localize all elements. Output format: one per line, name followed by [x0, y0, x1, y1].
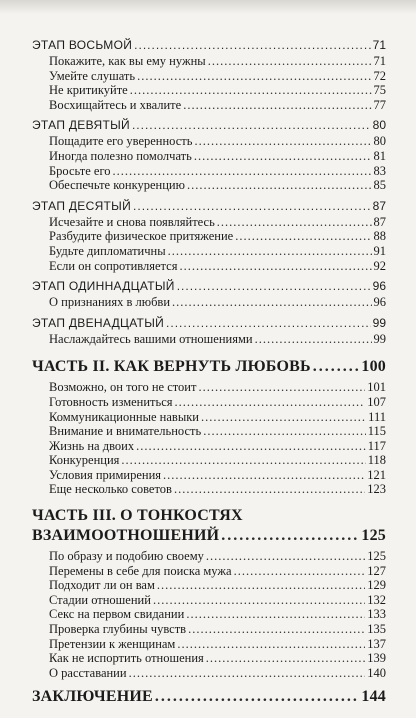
toc-item-title: Стадии отношений	[49, 592, 151, 607]
toc-page-number: 91	[373, 243, 386, 258]
toc-leader-dots	[183, 98, 371, 113]
toc-leader-dots	[194, 134, 371, 149]
toc-part-title: ВЗАИМООТНОШЕНИЙ	[32, 527, 220, 545]
toc-stage-title: ЭТАП ДЕСЯТЫЙ	[32, 198, 132, 213]
toc-item[interactable]	[49, 259, 386, 274]
toc-leader-dots	[217, 215, 372, 230]
toc-item-title: Восхищайтесь и хвалите	[49, 97, 182, 112]
toc-page-number: 107	[367, 394, 386, 409]
toc-item-title: Будьте дипломатичны	[49, 243, 166, 258]
toc-page-number: 117	[367, 438, 386, 453]
toc-item[interactable]	[49, 164, 386, 179]
toc-item[interactable]	[49, 295, 386, 310]
toc-item-title: Условия примирения	[49, 467, 162, 482]
toc-item-title: Еще несколько советов	[49, 482, 172, 497]
toc-item[interactable]	[49, 332, 386, 347]
toc-leader-dots	[155, 688, 359, 706]
toc-item-title: Претензии к женщинам	[49, 636, 176, 651]
toc-item[interactable]	[49, 578, 386, 593]
toc-leader-dots	[188, 622, 365, 637]
toc-item-title: Покажите, как вы ему нужны	[49, 54, 206, 68]
toc-item[interactable]	[49, 549, 386, 564]
toc-leader-dots	[177, 279, 371, 293]
toc-stage-title: ЭТАП ДЕВЯТЫЙ	[32, 118, 130, 133]
toc-leader-dots	[121, 453, 365, 468]
toc-page-number: 121	[367, 467, 386, 482]
toc-item-title: Жизнь на двоих	[49, 438, 135, 453]
toc-leader-dots	[172, 295, 371, 310]
toc-item-title: Не критикуйте	[49, 83, 128, 98]
toc-leader-dots	[206, 651, 365, 666]
toc-conclusion[interactable]	[32, 688, 386, 710]
toc-item[interactable]	[49, 439, 386, 454]
toc-item[interactable]	[49, 424, 386, 439]
toc-page-number: 127	[367, 563, 386, 578]
toc-item-title: Бросьте его	[49, 163, 111, 178]
toc-leader-dots	[113, 164, 372, 179]
toc-item[interactable]	[49, 666, 386, 681]
toc-page-number: 133	[367, 607, 386, 622]
page-top-shadow	[0, 0, 416, 14]
toc-page-number: 139	[367, 651, 386, 666]
toc-page-number: 96	[372, 279, 386, 294]
toc-leader-dots	[186, 607, 365, 622]
toc-item-title: Разбудите физическое притяжение	[49, 229, 234, 244]
toc-leader-dots	[206, 549, 365, 564]
toc-leader-dots	[132, 118, 371, 132]
toc-page-number: 101	[367, 380, 386, 395]
toc-item-title: Обеспечьте конкуренцию	[49, 178, 185, 193]
toc-leader-dots	[221, 527, 359, 545]
table-of-contents	[32, 38, 386, 710]
toc-item[interactable]	[49, 622, 386, 637]
toc-stage-title: ЭТАП ВОСЬМОЙ	[32, 38, 133, 52]
toc-item-title: Возможно, он того не стоит	[49, 380, 197, 395]
toc-item[interactable]	[49, 178, 386, 193]
toc-leader-dots	[130, 83, 372, 98]
toc-item[interactable]	[49, 149, 386, 164]
toc-part-title: ЧАСТЬ II. КАК ВЕРНУТЬ ЛЮБОВЬ	[32, 358, 311, 376]
toc-leader-dots	[134, 38, 370, 52]
toc-page-number: 132	[367, 592, 386, 607]
toc-page-number: 140	[367, 665, 386, 680]
toc-page-number: 137	[367, 636, 386, 651]
toc-item[interactable]	[49, 453, 386, 468]
toc-item[interactable]	[49, 468, 386, 483]
toc-leader-dots	[136, 439, 366, 454]
toc-page-number: 88	[373, 229, 386, 244]
toc-page-number: 80	[373, 134, 386, 149]
toc-item-title: О признаниях в любви	[49, 295, 171, 310]
toc-page-number: 87	[373, 214, 386, 229]
toc-page-number: 92	[373, 258, 386, 273]
toc-leader-dots	[313, 358, 360, 376]
toc-item-title: Перемены в себе для поиска мужа	[49, 563, 232, 578]
toc-leader-dots	[163, 468, 365, 483]
toc-leader-dots	[133, 199, 371, 213]
toc-item-title: О расставании	[49, 665, 127, 680]
toc-item[interactable]	[49, 215, 386, 230]
toc-page-number: 125	[361, 527, 386, 545]
toc-page-number: 81	[373, 148, 386, 163]
toc-page-number: 100	[361, 358, 386, 376]
toc-item[interactable]	[49, 482, 386, 497]
toc-page-number: 115	[367, 424, 386, 439]
toc-page-number: 96	[373, 295, 386, 310]
toc-item[interactable]	[49, 134, 386, 149]
toc-item[interactable]	[49, 98, 386, 113]
toc-leader-dots	[157, 578, 365, 593]
toc-item[interactable]	[49, 651, 386, 666]
toc-item-title: Исчезайте и снова появляйтесь	[49, 214, 215, 229]
toc-leader-dots	[187, 178, 372, 193]
toc-item-title: Коммуникационные навыки	[49, 409, 199, 424]
toc-page-number: 80	[372, 118, 386, 133]
toc-leader-dots	[198, 380, 365, 395]
toc-part-three-title-line1[interactable]: ЧАСТЬ III. О ТОНКОСТЯХ	[32, 507, 243, 525]
toc-leader-dots	[175, 395, 366, 410]
toc-part-title: ЗАКЛЮЧЕНИЕ	[32, 688, 153, 706]
toc-leader-dots	[153, 593, 365, 608]
toc-item-title: Готовность измениться	[49, 394, 173, 409]
toc-item-title: Проверка глубины чувств	[49, 622, 187, 637]
toc-page-number: 129	[367, 578, 386, 593]
toc-leader-dots	[174, 482, 365, 497]
toc-item[interactable]	[49, 564, 386, 579]
toc-page-number: 144	[361, 688, 386, 706]
toc-page-number: 83	[373, 163, 386, 178]
toc-stage-eight[interactable]	[32, 38, 386, 54]
toc-leader-dots	[168, 244, 372, 259]
toc-stage-ten[interactable]	[32, 199, 386, 215]
toc-item-title: Наслаждайтесь вашими отношениями	[49, 331, 253, 346]
toc-item[interactable]	[49, 593, 386, 608]
toc-item[interactable]	[49, 607, 386, 622]
toc-stage-title: ЭТАП ДВЕНАДЦАТЫЙ	[32, 315, 165, 330]
toc-item-title: Умейте слушать	[49, 68, 136, 83]
toc-item-title: Иногда полезно помолчать	[49, 148, 192, 163]
toc-item-title: Конкуренция	[49, 453, 120, 468]
toc-page-number: 99	[373, 331, 386, 346]
toc-item[interactable]	[49, 410, 386, 425]
toc-page-number: 71	[373, 54, 386, 68]
toc-item[interactable]	[49, 637, 386, 652]
toc-item[interactable]	[49, 83, 386, 98]
toc-item-title: Если он сопротивляется	[49, 258, 178, 273]
toc-page-number: 72	[373, 68, 386, 83]
toc-leader-dots	[203, 424, 366, 439]
toc-leader-dots	[235, 229, 371, 244]
toc-leader-dots	[166, 316, 371, 330]
toc-page-number: 111	[368, 409, 386, 424]
toc-stage-eleven[interactable]	[32, 279, 386, 295]
toc-stage-title: ЭТАП ОДИННАДЦАТЫЙ	[32, 279, 175, 294]
toc-item[interactable]	[49, 69, 386, 84]
toc-page-number: 123	[367, 482, 386, 497]
toc-stage-twelve[interactable]	[32, 316, 386, 332]
toc-page-number: 118	[367, 453, 386, 468]
toc-item-title: По образу и подобию своему	[49, 549, 204, 564]
toc-item-title: Пощадите его уверенность	[49, 134, 193, 149]
toc-leader-dots	[179, 259, 371, 274]
toc-leader-dots	[255, 332, 372, 347]
toc-leader-dots	[137, 69, 371, 84]
toc-page-number: 75	[373, 83, 386, 98]
toc-page-number: 135	[367, 622, 386, 637]
toc-item-title: Секс на первом свидании	[49, 607, 185, 622]
toc-leader-dots	[234, 564, 366, 579]
toc-item[interactable]	[49, 395, 386, 410]
toc-item[interactable]	[49, 244, 386, 259]
toc-item-title: Внимание и внимательность	[49, 424, 202, 439]
toc-page-number: 71	[372, 38, 386, 52]
toc-page-number: 125	[367, 549, 386, 564]
toc-leader-dots	[177, 637, 365, 652]
toc-page-number: 99	[372, 315, 386, 330]
toc-part-two[interactable]	[32, 358, 386, 380]
toc-leader-dots	[194, 149, 372, 164]
toc-stage-nine[interactable]	[32, 118, 386, 134]
toc-leader-dots	[208, 54, 372, 69]
toc-leader-dots	[201, 410, 366, 425]
toc-item[interactable]	[49, 380, 386, 395]
toc-item-title: Как не испортить отношения	[49, 651, 204, 666]
toc-leader-dots	[129, 666, 366, 681]
toc-page-number: 87	[372, 198, 386, 213]
toc-item[interactable]	[49, 54, 386, 69]
toc-page-number: 85	[373, 178, 386, 193]
toc-page-number: 77	[373, 97, 386, 112]
toc-item-title: Подходит ли он вам	[49, 578, 155, 593]
toc-item[interactable]	[49, 229, 386, 244]
toc-part-three[interactable]	[32, 527, 386, 549]
